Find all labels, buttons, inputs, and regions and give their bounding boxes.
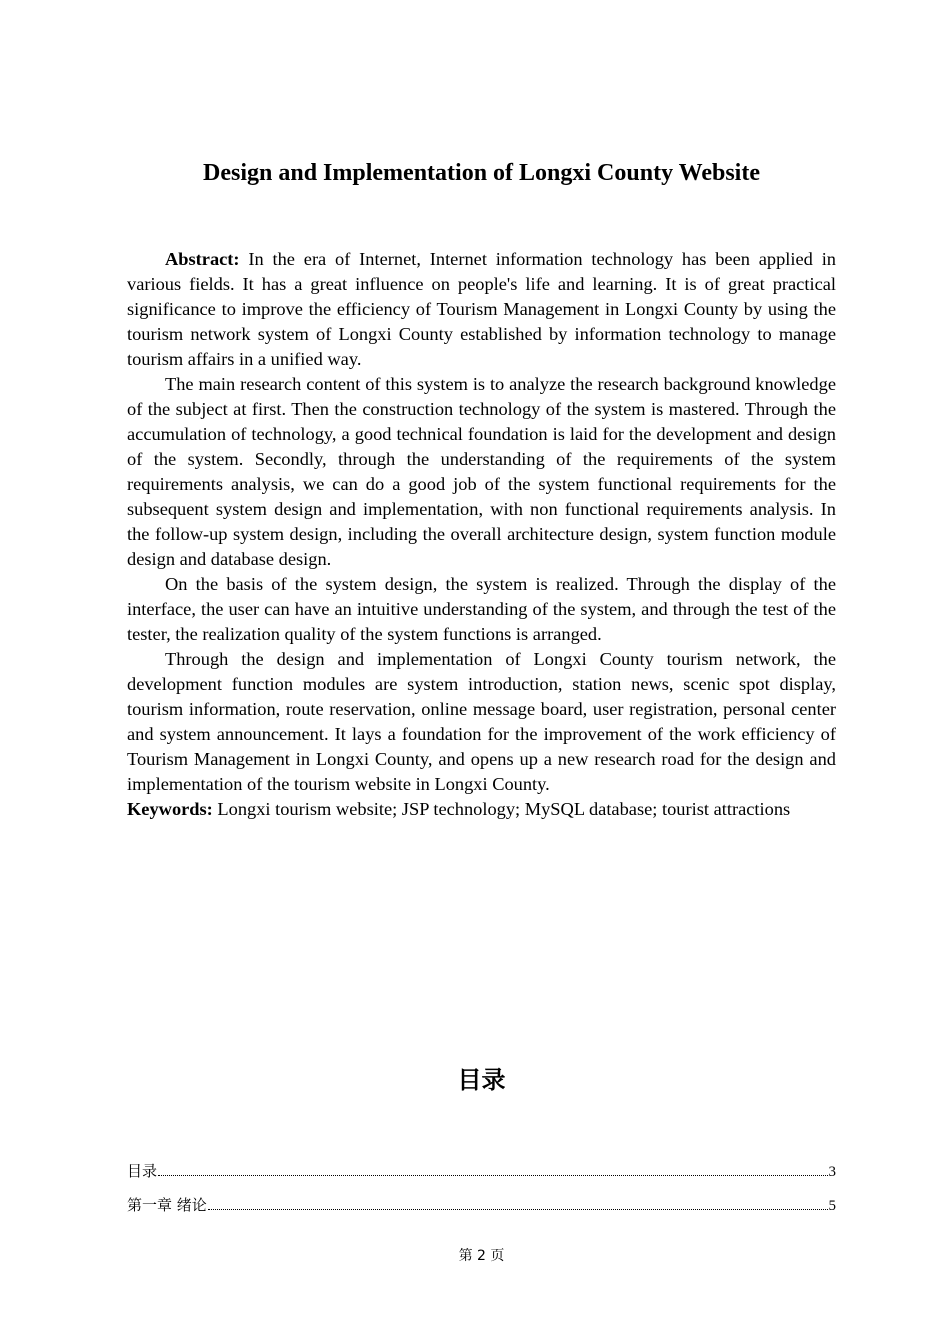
abstract-text-1: In the era of Internet, Internet information technology has been applied in various fields. It has a great influence on people's life and learning. It is of great practical significance to improve the efficiency of Tourism Management in Longxi County by using the tourism network system of Longxi County established by information technology to manage tourism affairs in a unified way.: [127, 249, 836, 369]
abstract-paragraph-1: [127, 247, 836, 372]
page-number-footer: 第 2 页: [458, 1248, 505, 1264]
toc-leader-dots: [158, 1174, 827, 1176]
toc-entry-page: 5: [828, 1198, 836, 1214]
toc-entry-text: 第一章 绪论: [127, 1196, 207, 1214]
toc-entry-page: 3: [828, 1164, 836, 1180]
toc-title: 目录: [457, 1066, 506, 1094]
toc-leader-dots: [208, 1208, 828, 1210]
abstract-label: Abstract:: [165, 249, 240, 269]
abstract-paragraph-3: On the basis of the system design, the system is realized. Through the display of the interface, the user can have an intuitive understanding of the system, and through the test of the tester, the realization quality of the system functions is arranged.: [127, 574, 836, 644]
abstract-paragraph-2: The main research content of this system is to analyze the research background knowledge of the subject at first. Then the construction technology of the system is mastered. Through the accumulation of technology, a good technical foundation is laid for the development and design of the system. Secondly, through the understanding of the requirements of the system requirements analysis, we can do a good job of the system functional requirements for the subsequent system design and implementation, with non functional requirements analysis. In the follow-up system design, including the overall architecture design, system function module design and database design.: [127, 374, 836, 569]
toc-entry[interactable]: [127, 1160, 836, 1182]
abstract-paragraph-4: Through the design and implementation of Longxi County tourism network, the development function modules are system introduction, station news, scenic spot display, tourism information, route reservation, online message board, user registration, personal center and system announcement. It lays a foundation for the improvement of the work efficiency of Tourism Management in Longxi County, and opens up a new research road for the design and implementation of the tourism website in Longxi County.: [127, 649, 836, 794]
keywords-text: Longxi tourism website; JSP technology; MySQL database; tourist attractions: [212, 799, 791, 819]
toc-entry[interactable]: [127, 1194, 836, 1216]
abstract-section: [127, 247, 836, 822]
table-of-contents: [127, 1160, 836, 1228]
keywords-label: Keywords:: [127, 799, 213, 819]
keywords-line: [127, 797, 836, 822]
document-title: Design and Implementation of Longxi County Website: [203, 160, 760, 186]
toc-entry-text: 目录: [127, 1162, 158, 1180]
